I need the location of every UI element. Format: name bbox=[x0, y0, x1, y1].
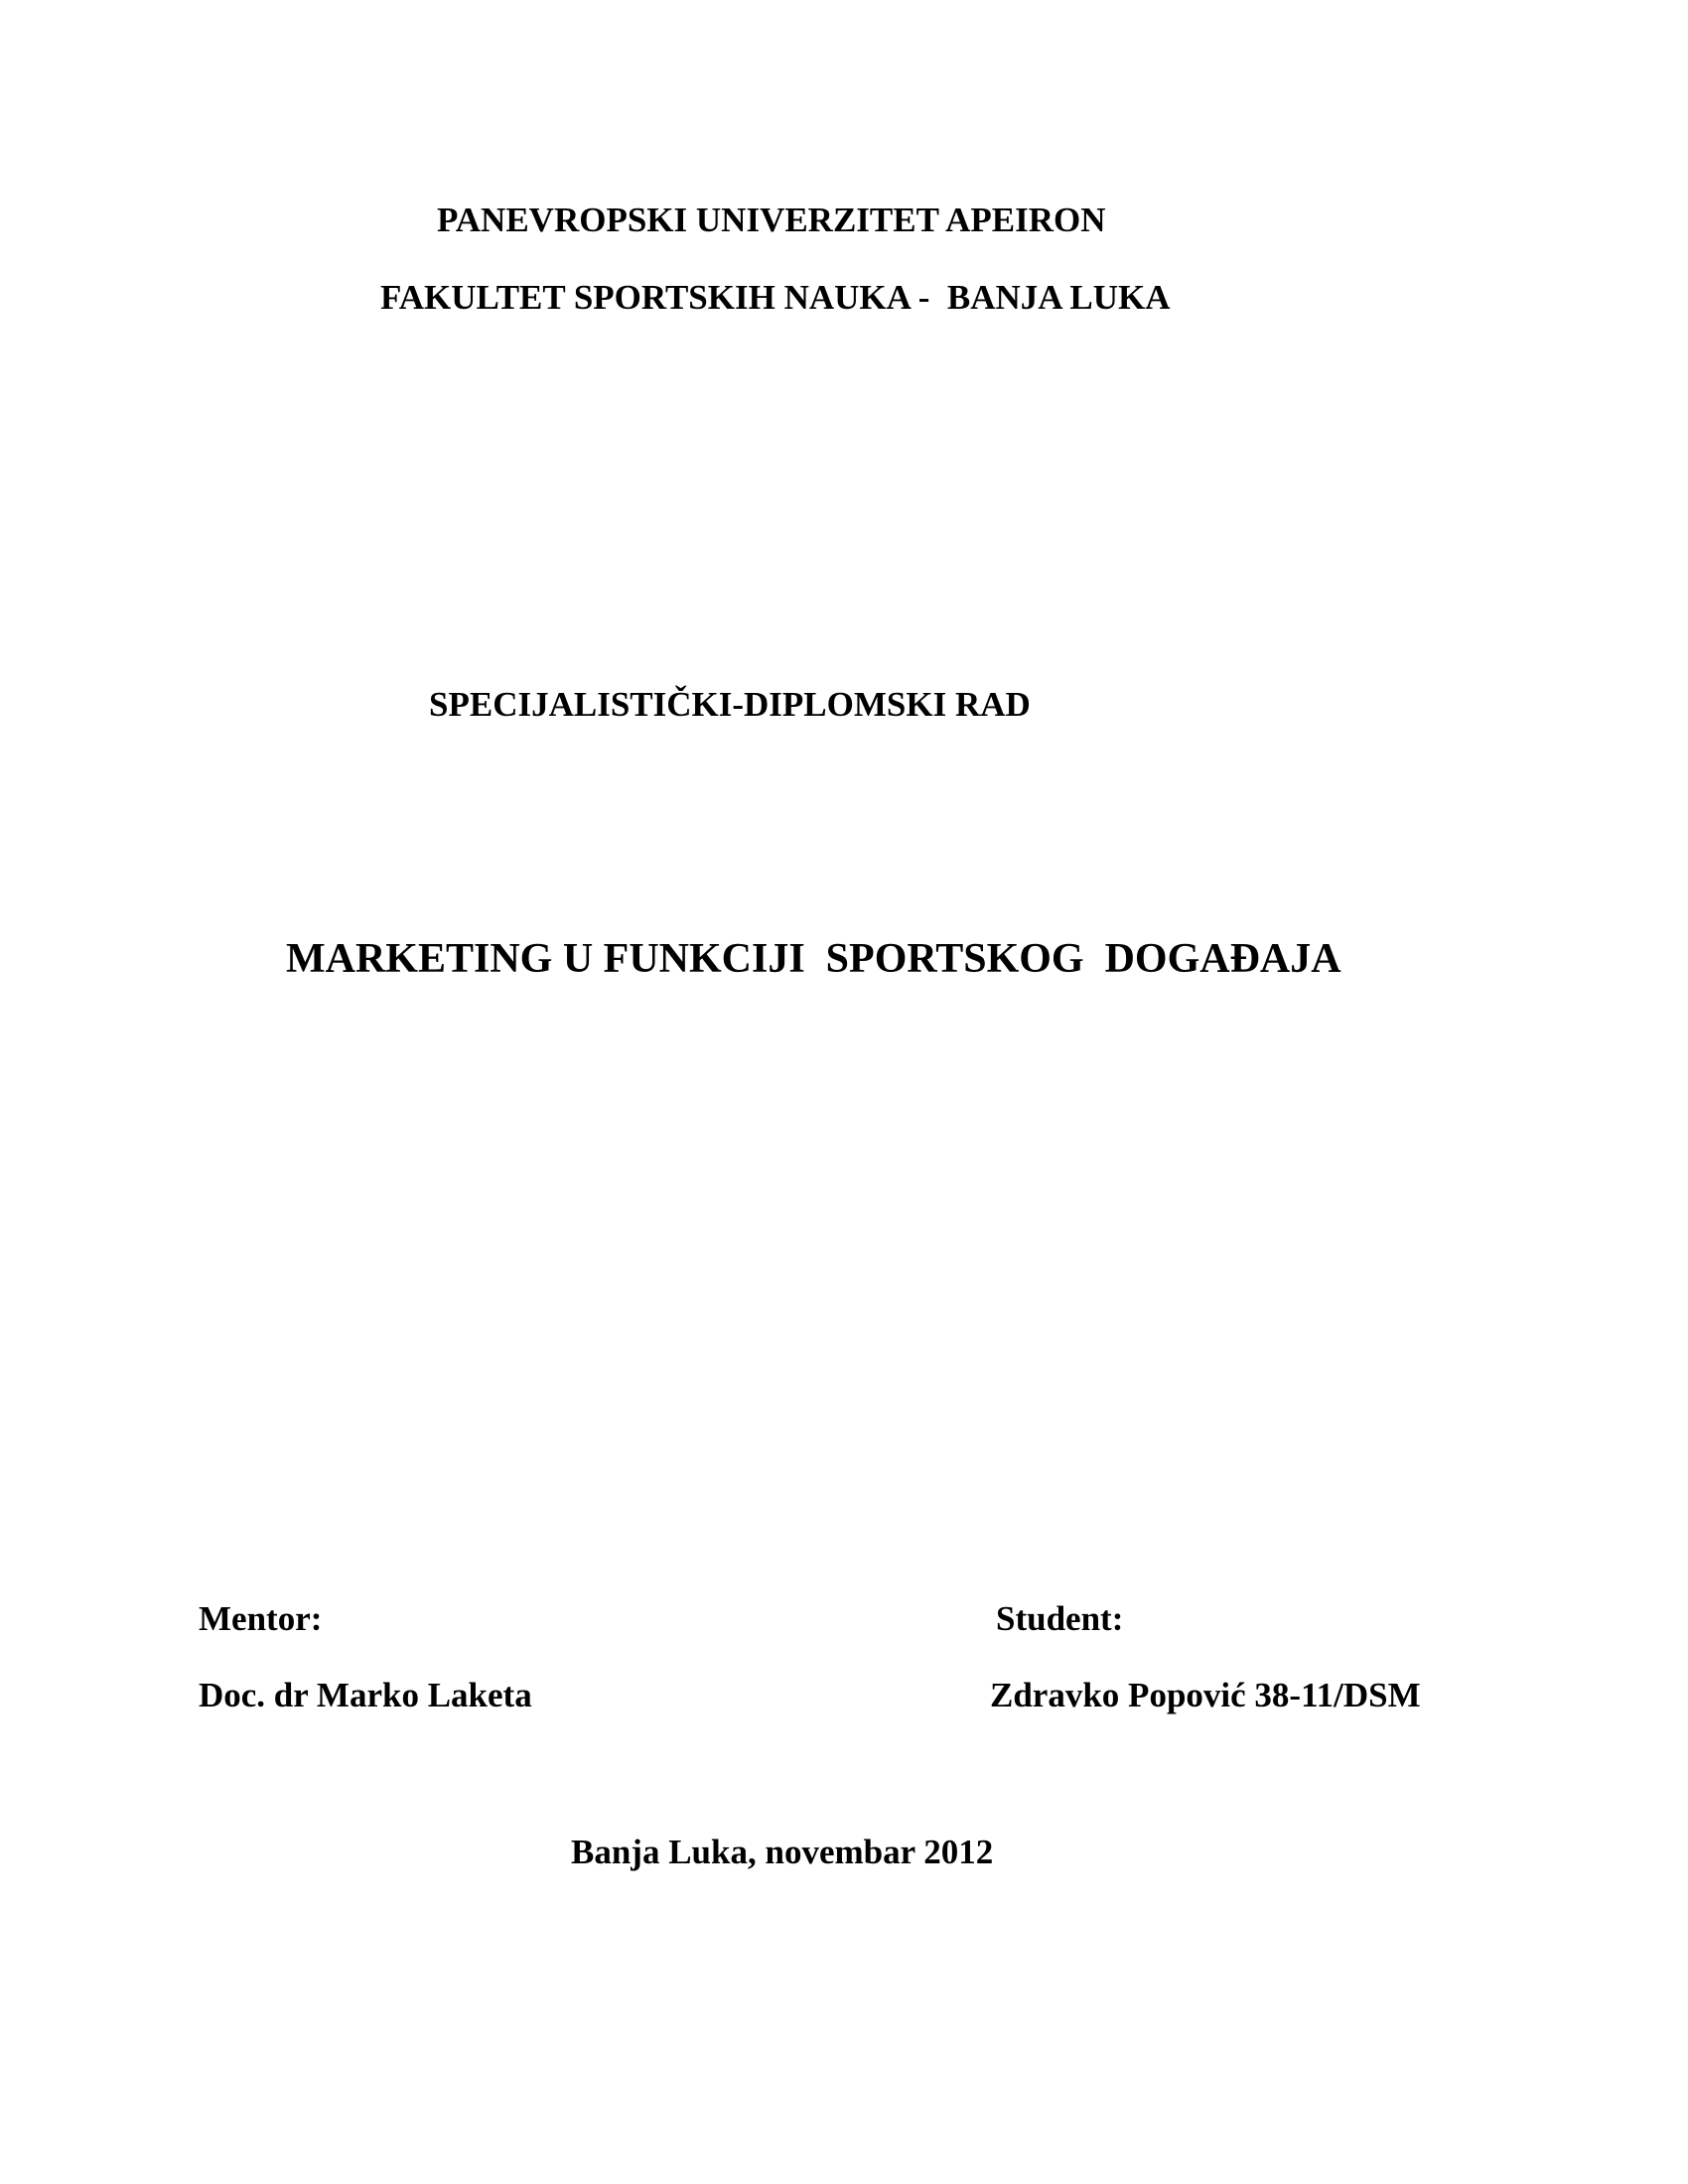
student-label: Student: bbox=[996, 1599, 1124, 1638]
mentor-label: Mentor: bbox=[199, 1599, 323, 1638]
student-name: Zdravko Popović 38-11/DSM bbox=[990, 1676, 1421, 1714]
thesis-title: MARKETING U FUNKCIJI SPORTSKOG DOGAĐAJA bbox=[286, 936, 1341, 982]
mentor-name: Doc. dr Marko Laketa bbox=[199, 1676, 532, 1714]
thesis-type: SPECIJALISTIČKI-DIPLOMSKI RAD bbox=[429, 685, 1031, 724]
faculty-name: FAKULTET SPORTSKIH NAUKA - BANJA LUKA bbox=[380, 278, 1171, 317]
place-and-date: Banja Luka, novembar 2012 bbox=[571, 1833, 994, 1871]
university-name: PANEVROPSKI UNIVERZITET APEIRON bbox=[437, 201, 1106, 239]
